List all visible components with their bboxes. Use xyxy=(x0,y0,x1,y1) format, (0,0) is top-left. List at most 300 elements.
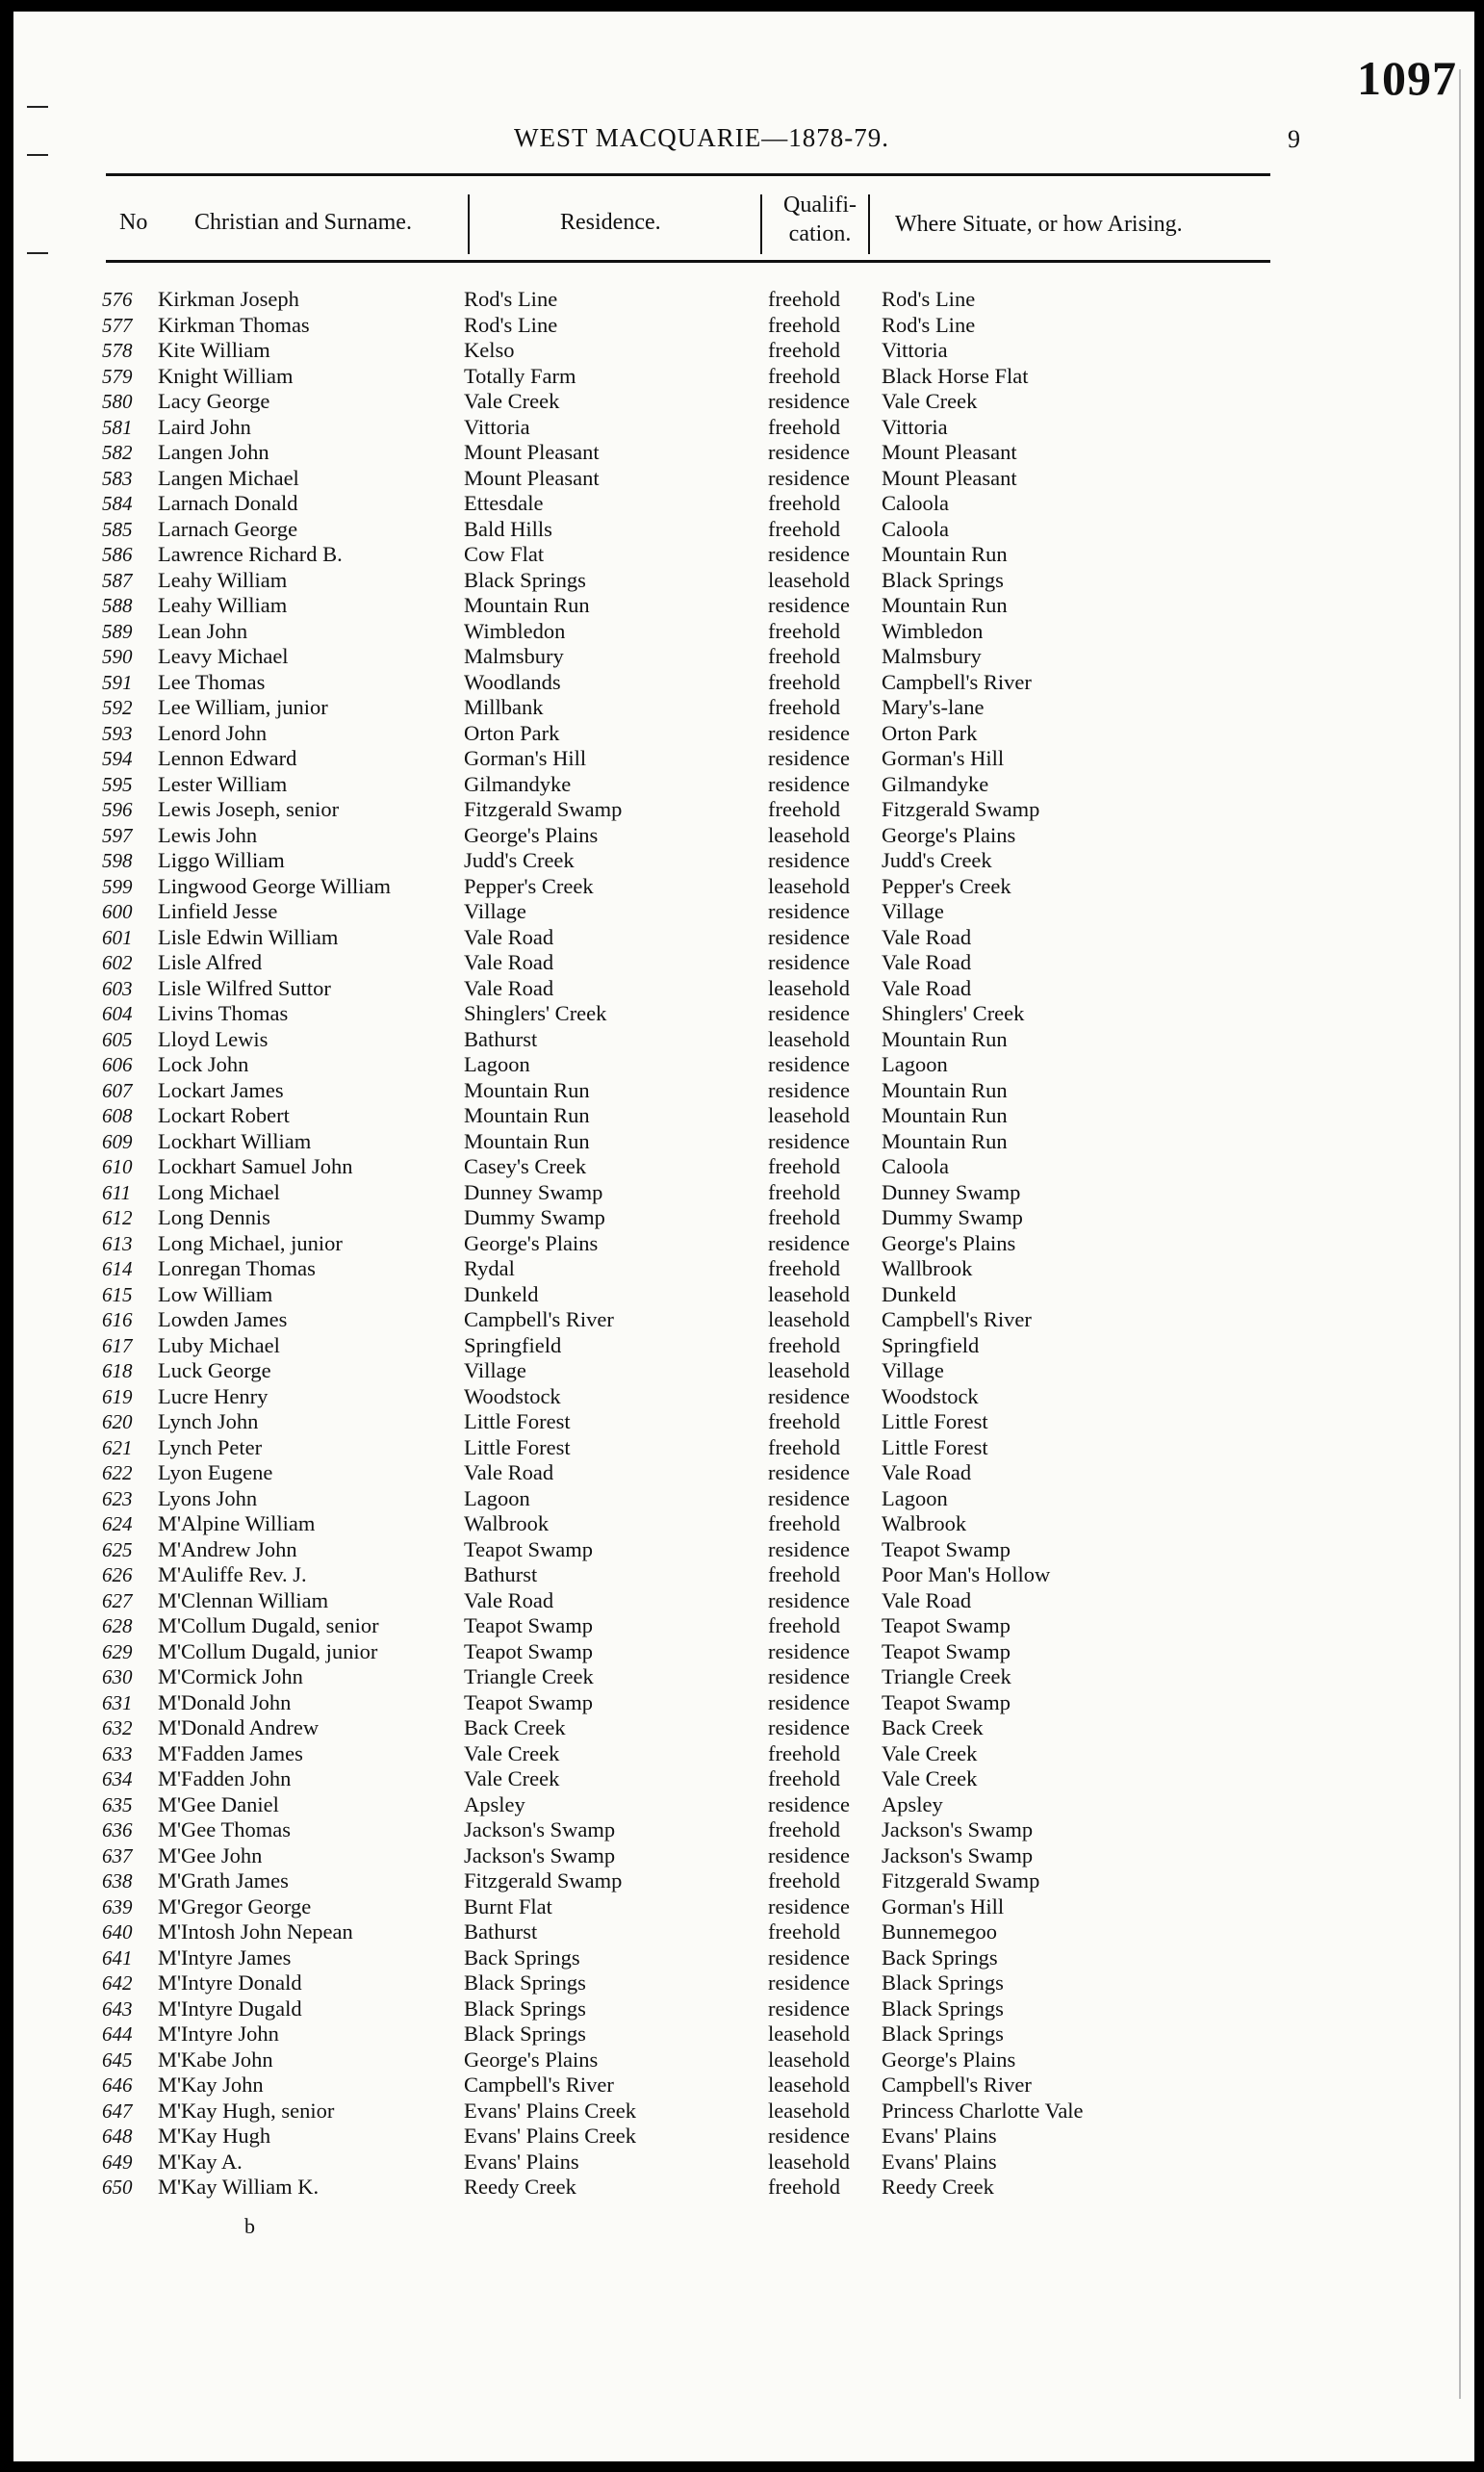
where-situate: Jackson's Swamp xyxy=(882,1842,1034,1867)
qualification: residence xyxy=(768,440,850,464)
elector-name: M'Kay A. xyxy=(158,2149,243,2174)
table-row xyxy=(13,1078,1457,1104)
elector-name: M'Intyre James xyxy=(158,1944,292,1970)
qualification: freehold xyxy=(768,1332,840,1357)
table-row xyxy=(13,797,1457,823)
where-situate: Springfield xyxy=(882,1332,980,1357)
qualification: residence xyxy=(768,465,850,490)
elector-name: Lee Thomas xyxy=(158,669,266,694)
row-number: 601 xyxy=(102,925,133,949)
table-row xyxy=(13,1511,1457,1537)
qualification: freehold xyxy=(768,1511,840,1535)
electors-table xyxy=(13,287,1457,2201)
qualification: leasehold xyxy=(768,1103,850,1127)
column-header-qualification-line2: cation. xyxy=(788,221,852,246)
table-row xyxy=(13,1282,1457,1308)
residence: Totally Farm xyxy=(464,363,576,388)
qualification: residence xyxy=(768,1842,850,1867)
qualification: residence xyxy=(768,848,850,872)
where-situate: Mountain Run xyxy=(882,1026,1008,1051)
page-title: WEST MACQUARIE—1878-79. xyxy=(514,123,889,152)
where-situate: Rod's Line xyxy=(882,312,976,337)
table-row xyxy=(13,2099,1457,2124)
residence: Campbell's River xyxy=(464,1307,614,1331)
table-row xyxy=(13,976,1457,1002)
qualification: freehold xyxy=(768,1817,840,1841)
qualification: leasehold xyxy=(768,2149,850,2174)
table-row xyxy=(13,899,1457,925)
qualification: residence xyxy=(768,1587,850,1612)
residence: Vale Creek xyxy=(464,389,560,413)
where-situate: Pepper's Creek xyxy=(882,873,1011,898)
qualification: residence xyxy=(768,1664,850,1688)
qualification: residence xyxy=(768,771,850,796)
elector-name: M'Clennan William xyxy=(158,1587,329,1612)
row-number: 608 xyxy=(102,1104,133,1127)
row-number: 583 xyxy=(102,466,133,490)
qualification: residence xyxy=(768,1001,850,1025)
column-divider xyxy=(760,194,762,254)
table-row xyxy=(13,364,1457,390)
where-situate: Campbell's River xyxy=(882,1307,1032,1331)
where-situate: Little Forest xyxy=(882,1409,988,1433)
where-situate: Caloola xyxy=(882,516,949,541)
folio-number: 1097 xyxy=(1357,51,1457,105)
where-situate: Vale Road xyxy=(882,1587,972,1612)
qualification: freehold xyxy=(768,1919,840,1944)
residence: Shinglers' Creek xyxy=(464,1001,607,1025)
qualification: residence xyxy=(768,746,850,770)
qualification: residence xyxy=(768,1715,850,1739)
row-number: 586 xyxy=(102,543,133,566)
column-header-no: No xyxy=(119,210,148,235)
where-situate: Teapot Swamp xyxy=(882,1689,1011,1714)
where-situate: Evans' Plains xyxy=(882,2124,997,2148)
qualification: leasehold xyxy=(768,975,850,1000)
elector-name: Lockhart William xyxy=(158,1128,312,1153)
elector-name: Kirkman Thomas xyxy=(158,312,310,337)
qualification: residence xyxy=(768,1791,850,1816)
where-situate: Walbrook xyxy=(882,1511,967,1535)
qualification: leasehold xyxy=(768,1358,850,1382)
table-row xyxy=(13,1741,1457,1767)
where-situate: Little Forest xyxy=(882,1434,988,1459)
row-number: 577 xyxy=(102,313,133,337)
residence: Mount Pleasant xyxy=(464,465,600,490)
margin-mark xyxy=(27,106,48,108)
table-row xyxy=(13,670,1457,696)
elector-name: M'Grath James xyxy=(158,1868,289,1893)
elector-name: M'Kay William K. xyxy=(158,2175,320,2199)
row-number: 644 xyxy=(102,2022,133,2046)
residence: Vale Road xyxy=(464,1460,554,1484)
where-situate: Village xyxy=(882,1358,944,1382)
row-number: 632 xyxy=(102,1716,133,1739)
where-situate: Mountain Run xyxy=(882,593,1008,617)
elector-name: Long Michael xyxy=(158,1179,280,1204)
where-situate: Wimbledon xyxy=(882,618,984,643)
where-situate: Vittoria xyxy=(882,414,948,439)
column-header-qualification xyxy=(774,191,866,248)
row-number: 611 xyxy=(102,1180,131,1204)
elector-name: M'Cormick John xyxy=(158,1664,303,1688)
residence: Black Springs xyxy=(464,1970,586,1995)
page-edge xyxy=(1459,69,1461,2399)
qualification: freehold xyxy=(768,618,840,643)
qualification: freehold xyxy=(768,1179,840,1204)
elector-name: M'Kabe John xyxy=(158,2047,273,2072)
qualification: freehold xyxy=(768,338,840,362)
row-number: 582 xyxy=(102,441,133,464)
row-number: 615 xyxy=(102,1282,133,1306)
row-number: 627 xyxy=(102,1588,133,1612)
row-number: 621 xyxy=(102,1435,133,1459)
where-situate: Back Springs xyxy=(882,1944,998,1970)
table-row xyxy=(13,1945,1457,1971)
where-situate: Judd's Creek xyxy=(882,848,992,872)
qualification: residence xyxy=(768,1230,850,1255)
residence: Vale Creek xyxy=(464,1766,560,1790)
table-row xyxy=(13,491,1457,517)
row-number: 609 xyxy=(102,1129,133,1153)
row-number: 607 xyxy=(102,1078,133,1102)
qualification: freehold xyxy=(768,287,840,311)
where-situate: Vale Road xyxy=(882,975,972,1000)
table-row xyxy=(13,1435,1457,1461)
elector-name: Lewis John xyxy=(158,822,258,847)
where-situate: Fitzgerald Swamp xyxy=(882,797,1040,821)
residence: Mountain Run xyxy=(464,1103,590,1127)
where-situate: Jackson's Swamp xyxy=(882,1817,1034,1841)
where-situate: Campbell's River xyxy=(882,669,1032,694)
qualification: freehold xyxy=(768,1868,840,1893)
table-row xyxy=(13,619,1457,645)
where-situate: Vale Creek xyxy=(882,1740,978,1765)
row-number: 605 xyxy=(102,1027,133,1051)
qualification: freehold xyxy=(768,1766,840,1790)
qualification: freehold xyxy=(768,312,840,337)
qualification: residence xyxy=(768,1052,850,1076)
row-number: 610 xyxy=(102,1155,133,1178)
qualification: freehold xyxy=(768,516,840,541)
elector-name: Lowden James xyxy=(158,1307,288,1331)
row-number: 612 xyxy=(102,1206,133,1229)
row-number: 640 xyxy=(102,1920,133,1944)
elector-name: M'Collum Dugald, junior xyxy=(158,1638,378,1663)
table-row xyxy=(13,1996,1457,2022)
where-situate: Mary's-lane xyxy=(882,695,985,719)
where-situate: Vale Creek xyxy=(882,1766,978,1790)
table-row xyxy=(13,1486,1457,1512)
where-situate: Teapot Swamp xyxy=(882,1638,1011,1663)
elector-name: Lean John xyxy=(158,618,248,643)
residence: Kelso xyxy=(464,338,515,362)
where-situate: Rod's Line xyxy=(882,287,976,311)
where-situate: Gilmandyke xyxy=(882,771,989,796)
margin-mark xyxy=(27,154,48,156)
row-number: 597 xyxy=(102,823,133,847)
residence: Fitzgerald Swamp xyxy=(464,797,623,821)
elector-name: M'Fadden James xyxy=(158,1740,303,1765)
where-situate: Dunkeld xyxy=(882,1281,957,1306)
qualification: freehold xyxy=(768,414,840,439)
elector-name: Lennon Edward xyxy=(158,746,297,770)
elector-name: Lisle Edwin William xyxy=(158,924,339,949)
table-row xyxy=(13,338,1457,364)
residence: Campbell's River xyxy=(464,2073,614,2097)
table-row xyxy=(13,1690,1457,1716)
where-situate: Mountain Run xyxy=(882,1077,1008,1102)
elector-name: Lock John xyxy=(158,1052,249,1076)
elector-name: Lynch John xyxy=(158,1409,259,1433)
qualification: leasehold xyxy=(768,2047,850,2072)
row-number: 595 xyxy=(102,772,133,796)
elector-name: Long Michael, junior xyxy=(158,1230,343,1255)
where-situate: Mountain Run xyxy=(882,1103,1008,1127)
residence: Springfield xyxy=(464,1332,562,1357)
elector-name: Lonregan Thomas xyxy=(158,1256,316,1280)
qualification: freehold xyxy=(768,695,840,719)
residence: Village xyxy=(464,1358,526,1382)
residence: Dunney Swamp xyxy=(464,1179,603,1204)
header-bottom-rule xyxy=(106,260,1270,263)
residence: Lagoon xyxy=(464,1052,530,1076)
qualification: residence xyxy=(768,593,850,617)
elector-name: Lewis Joseph, senior xyxy=(158,797,340,821)
row-number: 633 xyxy=(102,1741,133,1765)
residence: Gilmandyke xyxy=(464,771,572,796)
row-number: 650 xyxy=(102,2176,133,2199)
qualification: residence xyxy=(768,1638,850,1663)
qualification: leasehold xyxy=(768,567,850,592)
qualification: freehold xyxy=(768,363,840,388)
row-number: 616 xyxy=(102,1308,133,1331)
row-number: 585 xyxy=(102,517,133,541)
residence: Dunkeld xyxy=(464,1281,539,1306)
qualification: residence xyxy=(768,899,850,923)
elector-name: Larnach George xyxy=(158,516,298,541)
where-situate: Mountain Run xyxy=(882,542,1008,566)
row-number: 598 xyxy=(102,849,133,872)
table-row xyxy=(13,1664,1457,1690)
elector-name: M'Donald John xyxy=(158,1689,292,1714)
table-row xyxy=(13,950,1457,976)
residence: Teapot Swamp xyxy=(464,1689,594,1714)
qualification: freehold xyxy=(768,1562,840,1586)
table-row xyxy=(13,1231,1457,1257)
table-row xyxy=(13,1613,1457,1639)
residence: Vale Road xyxy=(464,1587,554,1612)
residence: George's Plains xyxy=(464,2047,599,2072)
row-number: 628 xyxy=(102,1614,133,1637)
elector-name: Lockart James xyxy=(158,1077,284,1102)
elector-name: Larnach Donald xyxy=(158,491,298,515)
residence: Black Springs xyxy=(464,567,586,592)
qualification: freehold xyxy=(768,1205,840,1229)
row-number: 647 xyxy=(102,2099,133,2123)
where-situate: Vale Road xyxy=(882,1460,972,1484)
where-situate: Black Horse Flat xyxy=(882,363,1029,388)
residence: Little Forest xyxy=(464,1409,571,1433)
residence: Vittoria xyxy=(464,414,530,439)
elector-name: Lyon Eugene xyxy=(158,1460,273,1484)
row-number: 617 xyxy=(102,1333,133,1357)
column-divider xyxy=(468,194,470,254)
table-row xyxy=(13,2175,1457,2201)
qualification: residence xyxy=(768,1128,850,1153)
row-number: 649 xyxy=(102,2150,133,2174)
column-header-residence: Residence. xyxy=(560,210,661,235)
table-row xyxy=(13,2150,1457,2176)
table-row xyxy=(13,2124,1457,2150)
where-situate: Caloola xyxy=(882,1154,949,1178)
where-situate: Bunnemegoo xyxy=(882,1919,997,1944)
table-row xyxy=(13,695,1457,721)
elector-name: M'Intyre Donald xyxy=(158,1970,302,1995)
elector-name: Lawrence Richard B. xyxy=(158,542,343,566)
where-situate: Triangle Creek xyxy=(882,1664,1011,1688)
residence: Mountain Run xyxy=(464,1128,590,1153)
table-row xyxy=(13,1205,1457,1231)
row-number: 626 xyxy=(102,1563,133,1586)
table-row xyxy=(13,466,1457,492)
residence: Back Creek xyxy=(464,1715,566,1739)
where-situate: Lagoon xyxy=(882,1485,948,1510)
table-row xyxy=(13,644,1457,670)
table-row xyxy=(13,874,1457,900)
where-situate: Orton Park xyxy=(882,720,978,745)
elector-name: Lingwood George William xyxy=(158,873,391,898)
where-situate: Teapot Swamp xyxy=(882,1613,1011,1637)
elector-name: Low William xyxy=(158,1281,273,1306)
row-number: 588 xyxy=(102,594,133,617)
table-row xyxy=(13,1766,1457,1792)
elector-name: M'Gee Daniel xyxy=(158,1791,279,1816)
table-row xyxy=(13,1460,1457,1486)
row-number: 638 xyxy=(102,1869,133,1893)
residence: Bathurst xyxy=(464,1026,538,1051)
qualification: residence xyxy=(768,1893,850,1918)
table-row xyxy=(13,1792,1457,1818)
qualification: freehold xyxy=(768,644,840,668)
qualification: residence xyxy=(768,1970,850,1995)
row-number: 600 xyxy=(102,900,133,923)
table-row xyxy=(13,925,1457,951)
residence: Bald Hills xyxy=(464,516,552,541)
row-number: 614 xyxy=(102,1257,133,1280)
table-row xyxy=(13,1715,1457,1741)
table-row xyxy=(13,823,1457,849)
table-row xyxy=(13,1180,1457,1206)
qualification: leasehold xyxy=(768,873,850,898)
qualification: leasehold xyxy=(768,2073,850,2097)
qualification: residence xyxy=(768,950,850,974)
table-row xyxy=(13,1588,1457,1614)
residence: Teapot Swamp xyxy=(464,1536,594,1561)
row-number: 587 xyxy=(102,568,133,592)
residence: Judd's Creek xyxy=(464,848,575,872)
qualification: residence xyxy=(768,389,850,413)
elector-name: M'Gregor George xyxy=(158,1893,312,1918)
table-row xyxy=(13,2047,1457,2073)
residence: Cow Flat xyxy=(464,542,545,566)
table-row xyxy=(13,746,1457,772)
elector-name: M'Gee Thomas xyxy=(158,1817,291,1841)
table-row xyxy=(13,287,1457,313)
row-number: 592 xyxy=(102,696,133,719)
where-situate: Reedy Creek xyxy=(882,2175,994,2199)
table-row xyxy=(13,1256,1457,1282)
residence: Evans' Plains Creek xyxy=(464,2098,637,2123)
qualification: freehold xyxy=(768,491,840,515)
column-header-name: Christian and Surname. xyxy=(194,210,412,235)
row-number: 648 xyxy=(102,2124,133,2148)
elector-name: Lucre Henry xyxy=(158,1383,269,1408)
elector-name: Leahy William xyxy=(158,593,288,617)
qualification: leasehold xyxy=(768,1281,850,1306)
elector-name: Kirkman Joseph xyxy=(158,287,299,311)
residence: Mountain Run xyxy=(464,1077,590,1102)
qualification: residence xyxy=(768,1485,850,1510)
row-number: 619 xyxy=(102,1384,133,1408)
row-number: 602 xyxy=(102,951,133,974)
row-number: 620 xyxy=(102,1410,133,1433)
qualification: freehold xyxy=(768,1256,840,1280)
elector-name: Livins Thomas xyxy=(158,1001,289,1025)
where-situate: Caloola xyxy=(882,491,949,515)
qualification: freehold xyxy=(768,1434,840,1459)
where-situate: Vittoria xyxy=(882,338,948,362)
table-row xyxy=(13,1129,1457,1155)
residence: Burnt Flat xyxy=(464,1893,552,1918)
elector-name: Leahy William xyxy=(158,567,288,592)
residence: Triangle Creek xyxy=(464,1664,594,1688)
qualification: freehold xyxy=(768,2175,840,2199)
where-situate: Gorman's Hill xyxy=(882,746,1005,770)
residence: George's Plains xyxy=(464,1230,599,1255)
row-number: 646 xyxy=(102,2073,133,2097)
residence: Vale Road xyxy=(464,950,554,974)
table-row xyxy=(13,313,1457,339)
row-number: 596 xyxy=(102,798,133,821)
qualification: residence xyxy=(768,1460,850,1484)
where-situate: Woodstock xyxy=(882,1383,979,1408)
table-row xyxy=(13,1919,1457,1945)
elector-name: Liggo William xyxy=(158,848,285,872)
where-situate: Shinglers' Creek xyxy=(882,1001,1025,1025)
table-row xyxy=(13,1333,1457,1359)
residence: Village xyxy=(464,899,526,923)
where-situate: Black Springs xyxy=(882,1996,1004,2021)
row-number: 589 xyxy=(102,619,133,643)
table-row xyxy=(13,1307,1457,1333)
table-row xyxy=(13,389,1457,415)
residence: Back Springs xyxy=(464,1944,580,1970)
qualification: freehold xyxy=(768,797,840,821)
where-situate: Mountain Run xyxy=(882,1128,1008,1153)
row-number: 642 xyxy=(102,1971,133,1995)
table-row xyxy=(13,415,1457,441)
residence: Teapot Swamp xyxy=(464,1638,594,1663)
elector-name: Luby Michael xyxy=(158,1332,280,1357)
elector-name: Lester William xyxy=(158,771,288,796)
row-number: 591 xyxy=(102,670,133,694)
document-page xyxy=(13,12,1474,2461)
qualification: freehold xyxy=(768,1613,840,1637)
row-number: 604 xyxy=(102,1002,133,1025)
qualification: residence xyxy=(768,1383,850,1408)
residence: Dummy Swamp xyxy=(464,1205,605,1229)
